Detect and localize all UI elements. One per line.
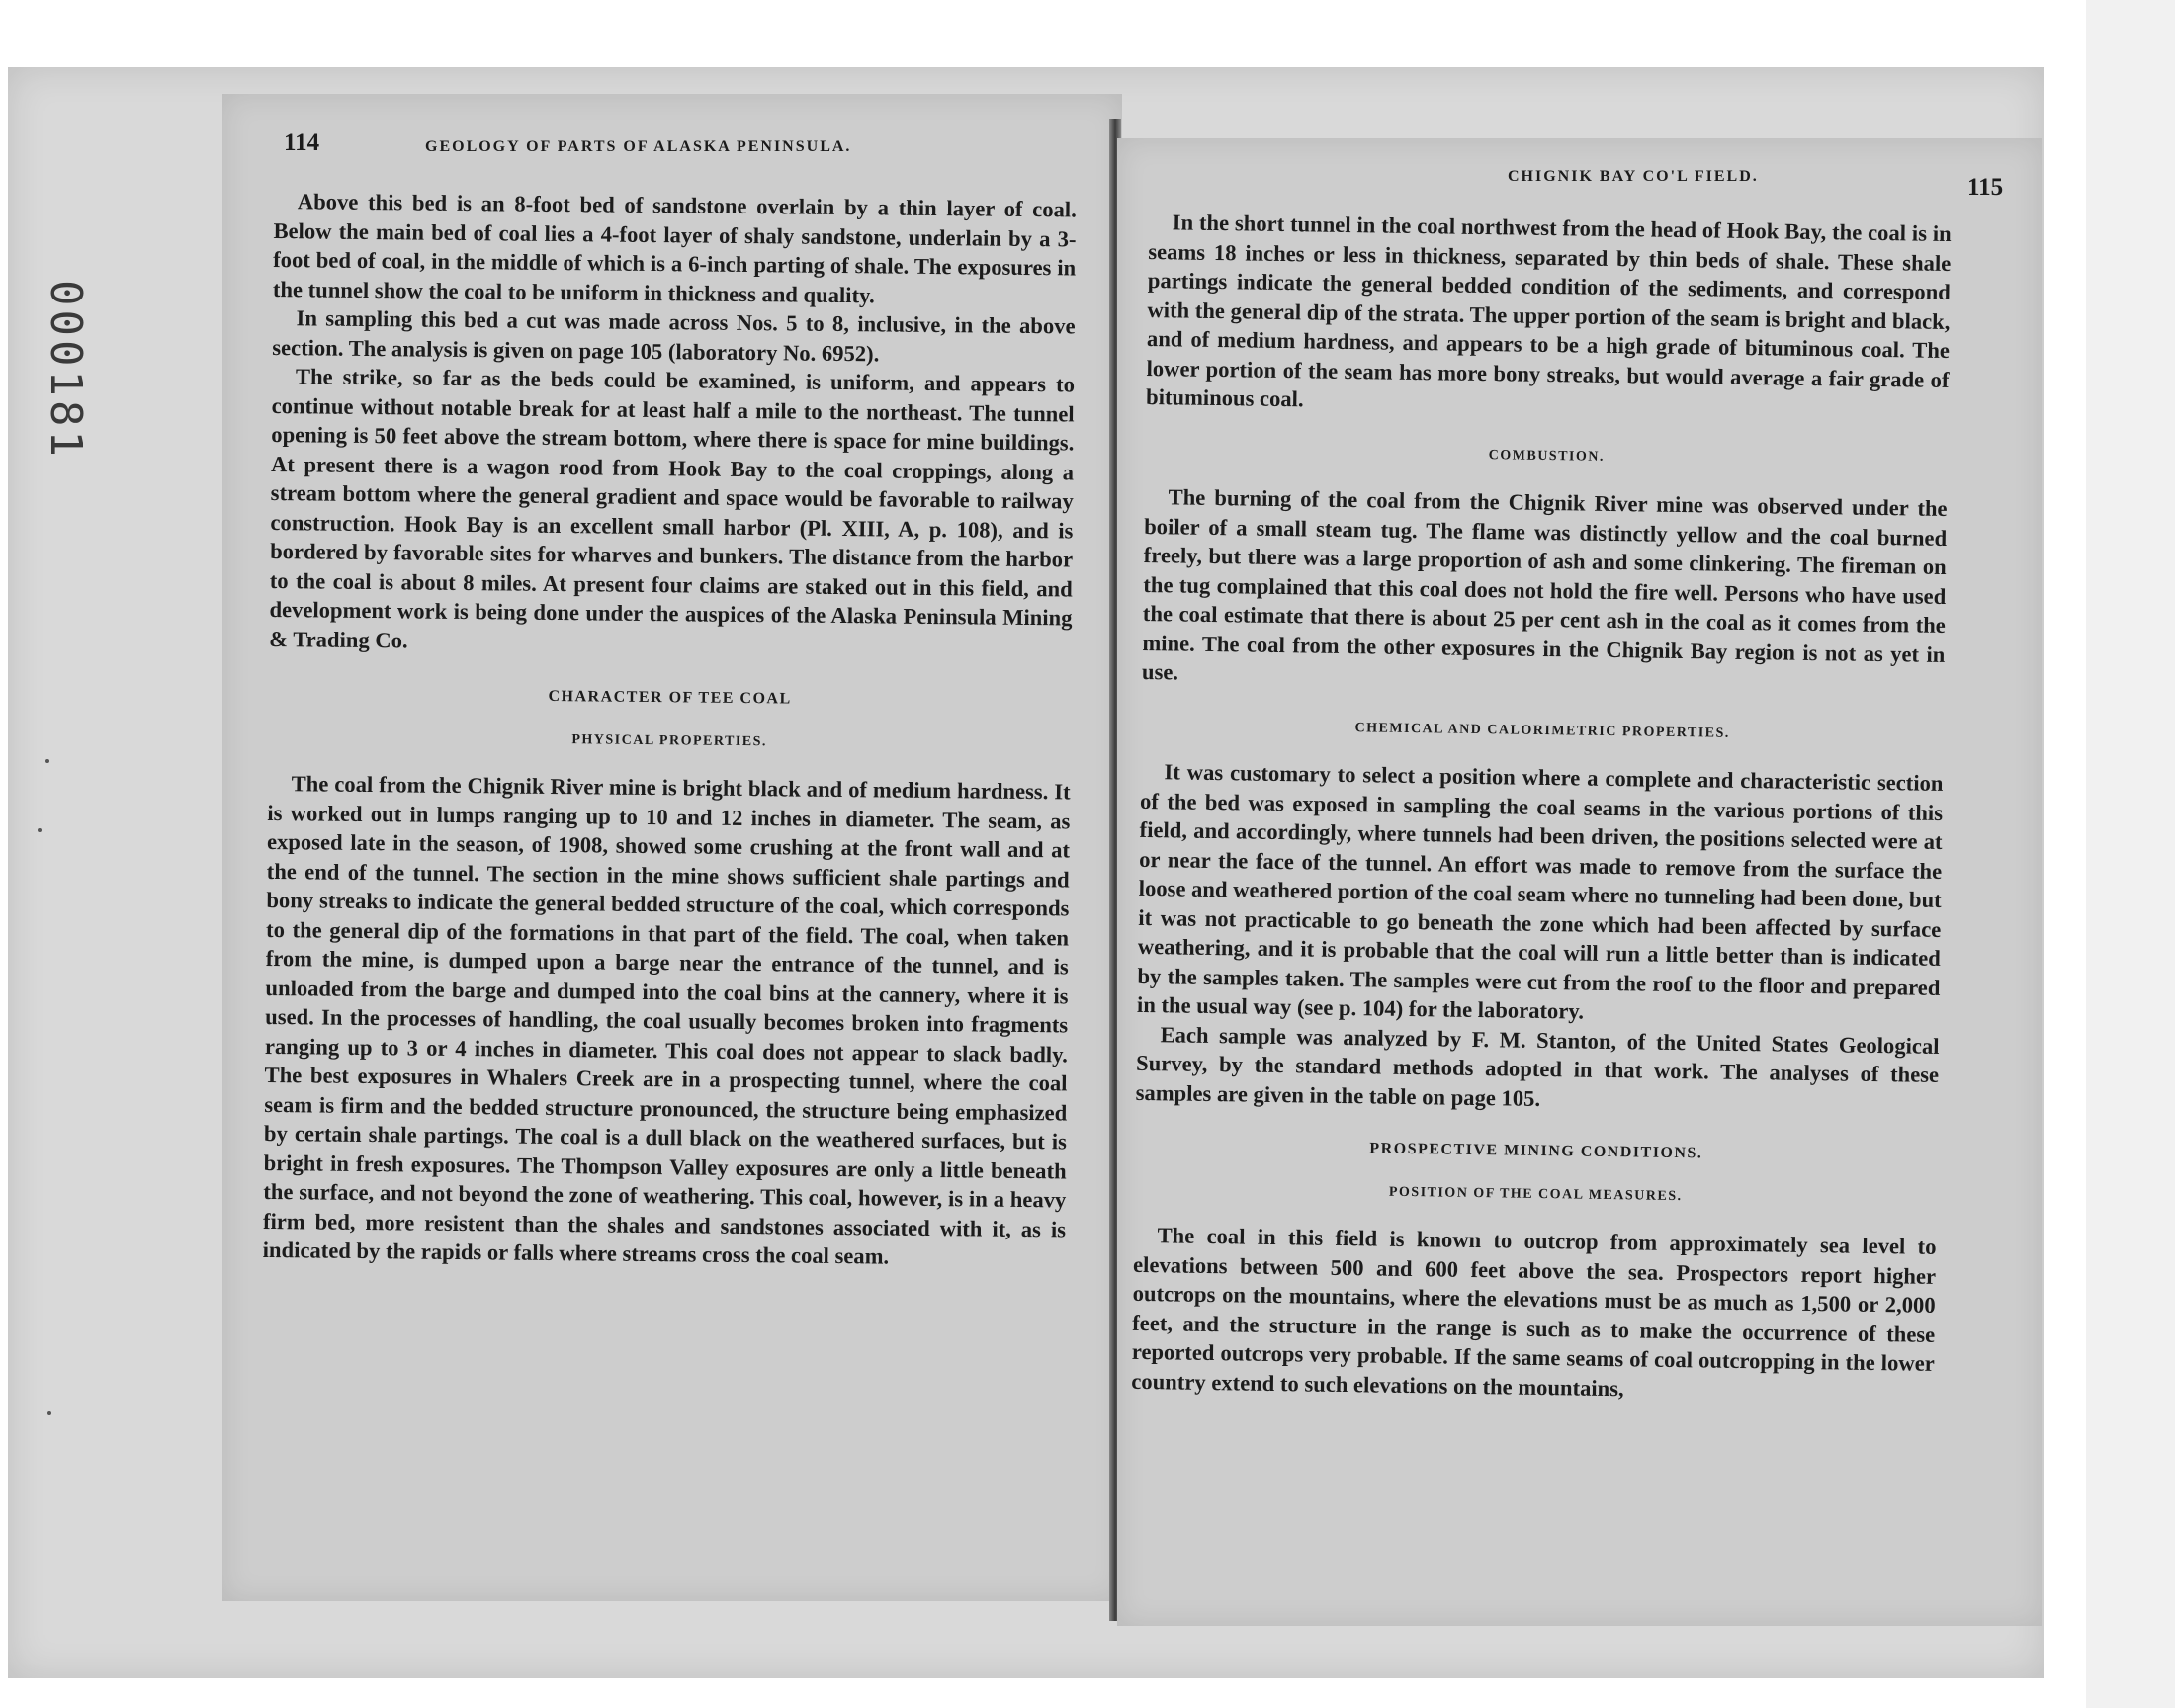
paragraph: Above this bed is an 8-foot bed of sandstone overlain by a thin layer of coal. Below the main bed of coal lies a 4-foot layer of shaly sandstone, underlain by a 3-foot bed of coal, in the middle of which is a 6-inch parting of shale. The exposures in the tunnel show the coal to be uniform in thickness and quality. xyxy=(272,189,1077,307)
dust-speck xyxy=(45,759,49,763)
left-page-body xyxy=(263,187,1077,1273)
paragraph: It was customary to select a position where a complete and characteristic section of the bed was exposed in sampling the coal seams in the various portions of this field, and accordingly, where tunnels had been driven, the positions selected were at or near the face of the tunnel. An effort was made to remove from the surface the loose and weathered portion of the coal seam where no tunneling had been done, but it was not practicable to go beneath the zone which had been affected by surface weathering, and it is probable that the coal will run a little better than is indicated by the samples taken. The samples were cut from the roof to the floor and prepared in the usual way (see p. 104) for the laboratory. xyxy=(1136,759,1944,1024)
page-number-right: 115 xyxy=(1967,174,2004,201)
chemical-paragraphs xyxy=(1136,757,1944,1119)
left-top-paragraphs xyxy=(269,187,1077,661)
subsection-heading-position: POSITION OF THE COAL MEASURES. xyxy=(1388,1184,1683,1204)
paragraph: In sampling this bed a cut was made across Nos. 5 to 8, inclusive, in the above section. The analysis is given on page 105 (laboratory No. 6952). xyxy=(272,305,1076,366)
right-page xyxy=(1117,138,2042,1626)
left-bottom-paragraphs xyxy=(263,769,1071,1273)
subsection-heading: PHYSICAL PROPERTIES. xyxy=(571,731,767,749)
paragraph: The burning of the coal from the Chignik River mine was observed under the boiler of a small steam tug. The flame was distinctly yellow and the coal burned freely, but there was a large proportion of ash and some clinkering. The fireman on the tug complained that this coal does not hold the fire well. Persons who have used the coal estimate that there is about 25 per cent ash in the coal as it comes from the mine. The coal from the other exposures in the Chignik Bay region is not as yet in use. xyxy=(1141,484,1948,685)
right-top-paragraphs xyxy=(1146,208,1952,424)
subsection-heading-combustion: COMBUSTION. xyxy=(1488,447,1606,465)
left-page xyxy=(222,94,1122,1601)
paragraph: The coal in this field is known to outcrop from approximately sea level to elevations between 500 and 600 feet above the sea. Prospectors report higher outcrops on the mountains, where the elevations must be as much as 1,500 or 2,000 feet, and the structure in the range is such as to make the occurrence of these reported outcrops very probable. If the same seams of coal outcropping in the lower country extend to such elevations on the mountains, xyxy=(1131,1223,1937,1401)
scan-edge xyxy=(2086,0,2175,1708)
paragraph: In the short tunnel in the coal northwest from the head of Hook Bay, the coal is in seams 18 inches or less in thickness, separated by thin beds of shale. These shale partings indicate the general bedded condition of the sediments, and correspond with the general dip of the strata. The upper portion of the seam is bright and black, and of medium hardness, and appears to be a high grade of bituminous coal. The lower portion of the seam has more bony streaks, but would average a fair grade of bituminous coal. xyxy=(1145,210,1952,412)
dust-speck xyxy=(38,828,42,832)
combustion-paragraphs xyxy=(1142,482,1948,699)
page-number-left: 114 xyxy=(284,129,320,156)
running-head-right: CHIGNIK BAY CO'L FIELD. xyxy=(1508,168,1759,185)
section-heading-prospective: PROSPECTIVE MINING CONDITIONS. xyxy=(1369,1140,1703,1162)
right-page-body xyxy=(1131,208,1952,1408)
paragraph: The coal from the Chignik River mine is bright black and of medium hardness. It is worked out in lumps ranging up to 10 and 12 inches in diameter. The seam, as exposed late in the season, of 1908, showed some crushing at the front wall and at the end of the tunnel. The section in the mine shows sufficient shale partings and bony streaks to indicate the general bedded structure of the coal, which corresponds to the general dip of the formations in that part of the field. The coal, when taken from the mine, is dumped upon a barge near the entrance of the tunnel, and is unloaded from the barge and dumped into the coal bins at the cannery, where it is used. In the processes of handling, the coal usually becomes broken into fragments ranging up to 3 or 4 inches in diameter. This coal does not appear to slack badly. The best exposures in Whalers Creek are in a prospecting tunnel, where the coal seam is firm and the bedded structure pronounced, the structure being emphasized by certain shale partings. The coal is a dull black on the weathered surfaces, but is bright in fresh exposures. The Thompson Valley exposures are only a little beneath the surface, and not beyond the zone of weathering. This coal, however, is in a heavy firm bed, more resistent than the shales and sandstones associated with it, as is indicated by the rapids or falls where streams cross the coal seam. xyxy=(262,771,1071,1269)
position-paragraphs xyxy=(1131,1221,1937,1408)
subsection-heading-chemical: CHEMICAL AND CALORIMETRIC PROPERTIES. xyxy=(1354,720,1730,741)
paragraph: Each sample was analyzed by F. M. Stanton, of the United States Geological Survey, by the standard methods adopted in that work. The analyses of these samples are given in the table on page 105. xyxy=(1135,1021,1940,1111)
film-frame-number: 000181 xyxy=(41,280,91,461)
paragraph: The strike, so far as the beds could be examined, is uniform, and appears to continue without notable break for at least half a mile to the northeast. The tunnel opening is 50 feet above the stream bottom, where there is space for mine buildings. At present there is a wagon rood from Hook Bay to the coal croppings, along a stream bottom where the general gradient and space would be favorable to railway construction. Hook Bay is an excellent small harbor (Pl. XIII, A, p. 108), and is bordered by favorable sites for wharves and bunkers. The distance from the harbor to the coal is about 8 miles. At present four claims are staked out in this field, and development work is being done under the auspices of the Alaska Peninsula Mining & Trading Co. xyxy=(269,364,1076,652)
dust-speck xyxy=(47,1411,51,1415)
running-head-left: GEOLOGY OF PARTS OF ALASKA PENINSULA. xyxy=(425,138,852,155)
section-heading: CHARACTER OF TEE COAL xyxy=(548,687,792,708)
